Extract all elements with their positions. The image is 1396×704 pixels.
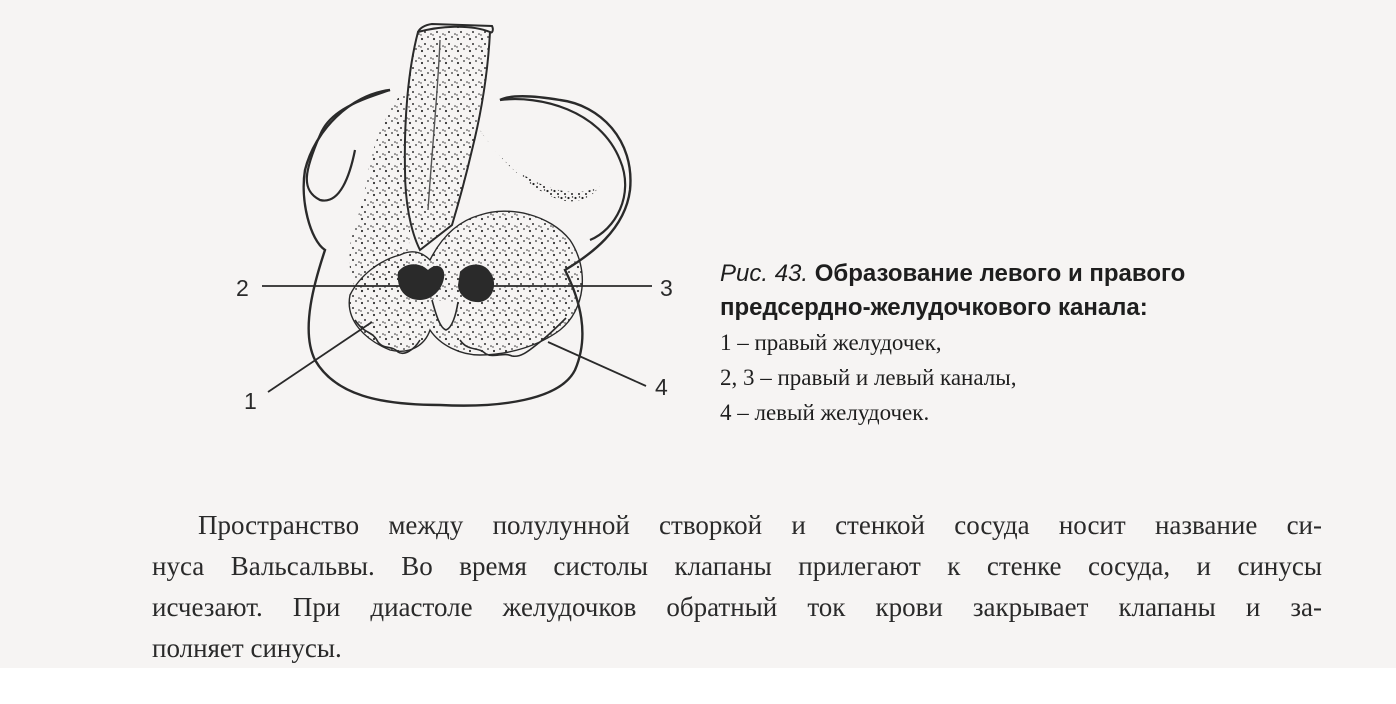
caption-item: 4 – левый желудочек. xyxy=(720,400,930,425)
figure-number: Рис. 43. xyxy=(720,260,809,287)
figure-label-3: 3 xyxy=(660,275,673,301)
caption-item: 1 – правый желудочек, xyxy=(720,330,942,355)
caption-title-line2: предсердно-желудочкового канала: xyxy=(720,294,1148,321)
paragraph-line: нуса Вальсальвы. Во время систолы клапаны прилегают к стенке сосуда, и синусы xyxy=(152,551,1322,581)
figure-caption xyxy=(720,257,1360,430)
figure-label-1: 1 xyxy=(244,388,257,414)
paragraph-line: исчезают. При диастоле желудочков обратный ток крови закрывает клапаны и за- xyxy=(152,592,1322,622)
body-paragraph xyxy=(152,505,1322,669)
leader-line-1 xyxy=(268,322,372,392)
figure-label-2: 2 xyxy=(236,275,249,301)
leader-line-4 xyxy=(548,342,646,386)
caption-title xyxy=(720,257,1360,291)
paragraph-line: Пространство между полулунной створкой и стенкой сосуда носит название си- xyxy=(198,510,1322,540)
figure-label-4: 4 xyxy=(655,374,668,400)
caption-item: 2, 3 – правый и левый каналы, xyxy=(720,365,1017,390)
paragraph-line: полняет синусы. xyxy=(152,633,342,663)
caption-title-line1: Образование левого и правого xyxy=(814,260,1186,287)
left-canal xyxy=(458,265,494,303)
